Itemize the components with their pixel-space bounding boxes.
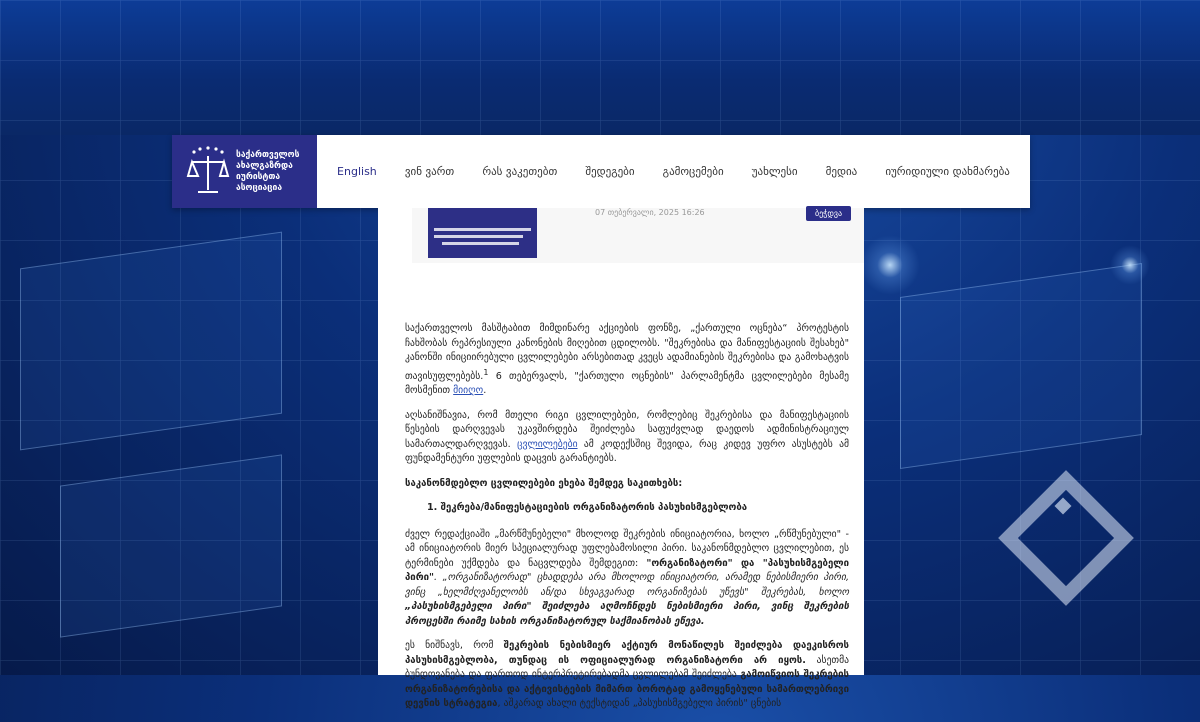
section-heading: საკანონმდებლო ცვლილებები ეხება შემდეგ საკითხებს:: [405, 477, 683, 489]
article-date: 07 თებერვალი, 2025 16:26: [595, 208, 705, 217]
site-logo[interactable]: [172, 135, 317, 208]
organization-name-line: ასოციაცია: [236, 182, 283, 193]
nav-item-media[interactable]: მედია: [825, 165, 858, 178]
site-header: [172, 135, 1030, 208]
article-body: [405, 322, 849, 722]
paragraph: [405, 639, 849, 712]
main-navigation: [317, 165, 1030, 178]
paragraph-text: ამ კოდექსშიც შევიდა, რაც კიდევ უფრო ასუსტებს ამ ფუნდამენტური უფლების დაცვის გარანტიებს.: [405, 438, 850, 465]
thumbnail-text-line: [434, 228, 531, 231]
paragraph-text: 6 თებერვალს, "ქართული ოცნების" პარლამენტმა ცვლილებები მესამე მოსმენით: [405, 370, 849, 397]
amendments-link[interactable]: ცვლილებები: [517, 438, 578, 450]
thumbnail-text-line: [442, 242, 519, 245]
paragraph: [405, 528, 849, 630]
paragraph-text: ასეთმა ბუნდოვანება და ფართოდ ინტერპრეტირებადმა ცვლილებამ შეიძლება: [405, 654, 850, 681]
paragraph-text-bold: შეკრების ნებისმიერ აქტიურ მონაწილეს შეიძლება დაეკისროს პასუხისმგებლობა, თუნდაც ის ოფიციალურად ორგანიზატორი არ იყოს.: [405, 640, 850, 666]
paragraph-text-bold: გამოიწვიოს შეკრების ორგანიზატორებისა და აქტივისტების მიმართ ბოროტად გამოყენებული სამართლებრივი დევნის სტრატეგია: [405, 669, 850, 710]
paragraph-text: აღსანიშნავია, რომ მთელი რიგი ცვლილებები, რომლებიც შეკრებისა და მანიფესტაციის წესების დარღვევას უკავშირდება შეიძლება საფუძვლად დაედოს ადმინისტრაციულ სამართალდარღვევას.: [405, 409, 849, 450]
nav-item-latest[interactable]: უახლესი: [751, 165, 798, 178]
nav-item-what-we-do[interactable]: რას ვაკეთებთ: [482, 165, 558, 178]
paragraph-text: საქართველოს მასშტაბით მიმდინარე აქციების ფონზე, „ქართული ოცნება“ პროტესტის ჩახშობას რეპრესიული კანონების მიღებით ცდილობს. "შეკრებისა და მანიფესტაციის შესახებ" კანონში ინიციირებული ცვლილებები არსებითად კვეცს ადამიანების შეკრებისა და გამოხატვის თავისუფლებებს.: [405, 323, 849, 382]
paragraph-text-bold-italic: „პასუხისმგებელი პირი" შეიძლება აღმოჩნდეს ნებისმიერი პირი, ვინც შეკრების პროცესში რაიმე სახის ორგანიზატორულ საქმიანობას ეწევა.: [405, 601, 849, 627]
thumbnail-text-line: [434, 235, 523, 238]
organization-name: [236, 150, 299, 194]
nav-item-legal-aid[interactable]: იურიდიული დახმარება: [885, 165, 1010, 178]
nav-item-publications[interactable]: გამოცემები: [662, 165, 724, 178]
nav-item-results[interactable]: შედეგები: [585, 165, 635, 178]
language-switch-english[interactable]: English: [337, 165, 377, 178]
paragraph-text-bold: "ორგანიზატორი" და "პასუხისმგებელი პირი": [405, 557, 849, 584]
organization-name-line: საქართველოს: [236, 149, 300, 160]
paragraph-text-italic: . „ორგანიზატორად" ცხადდება არა მხოლოდ ინიციატორი, არამედ ნებისმიერი პირი, ვინც „ხელმძღვანელობს ან/და სხვაგვარად ორგანიზებას უწევს" შეკრებას, ხოლო: [405, 572, 849, 598]
scales-of-justice-icon: [186, 144, 230, 200]
background-panel: [60, 454, 282, 637]
numbered-item: 1. შეკრება/მანიფესტაციების ორგანიზატორის პასუხისმგებლობა: [427, 502, 748, 514]
background-panel: [900, 263, 1142, 469]
paragraph: [405, 322, 849, 399]
organization-name-line: ახალგაზრდა: [236, 160, 293, 171]
adopted-link[interactable]: მიიღო: [453, 385, 484, 397]
footnote-marker[interactable]: 1: [483, 367, 489, 377]
paragraph-text: .: [483, 385, 487, 397]
paragraph: [405, 409, 849, 467]
paragraph-text: ძველ რედაქციაში „მარწმუნებელი" მხოლოდ შეკრების ინიციატორია, ხოლო „რწმუნებული" - ამ ინიციატორის მიერ სპეციალურად უფლებამოსილი პირი. საკანონმდებლო ცვლილებით, ეს ტერმინები უქმდება და ნაცვლდება შემდეგით:: [405, 528, 849, 569]
background-light: [1110, 245, 1150, 285]
paragraph-text: ეს ნიშნავს, რომ: [405, 640, 504, 652]
nav-item-about-us[interactable]: ვინ ვართ: [404, 165, 455, 178]
print-button[interactable]: ბეჭდვა: [806, 206, 851, 221]
paragraph-text: , აშკარად ახალი ტექსტიდან „პასუხისმგებელი პირის" ცნების: [497, 698, 782, 710]
organization-name-line: იურისტთა: [236, 171, 281, 182]
background-light: [860, 235, 920, 295]
background-panel: [20, 232, 282, 451]
article-thumbnail[interactable]: [428, 208, 537, 258]
